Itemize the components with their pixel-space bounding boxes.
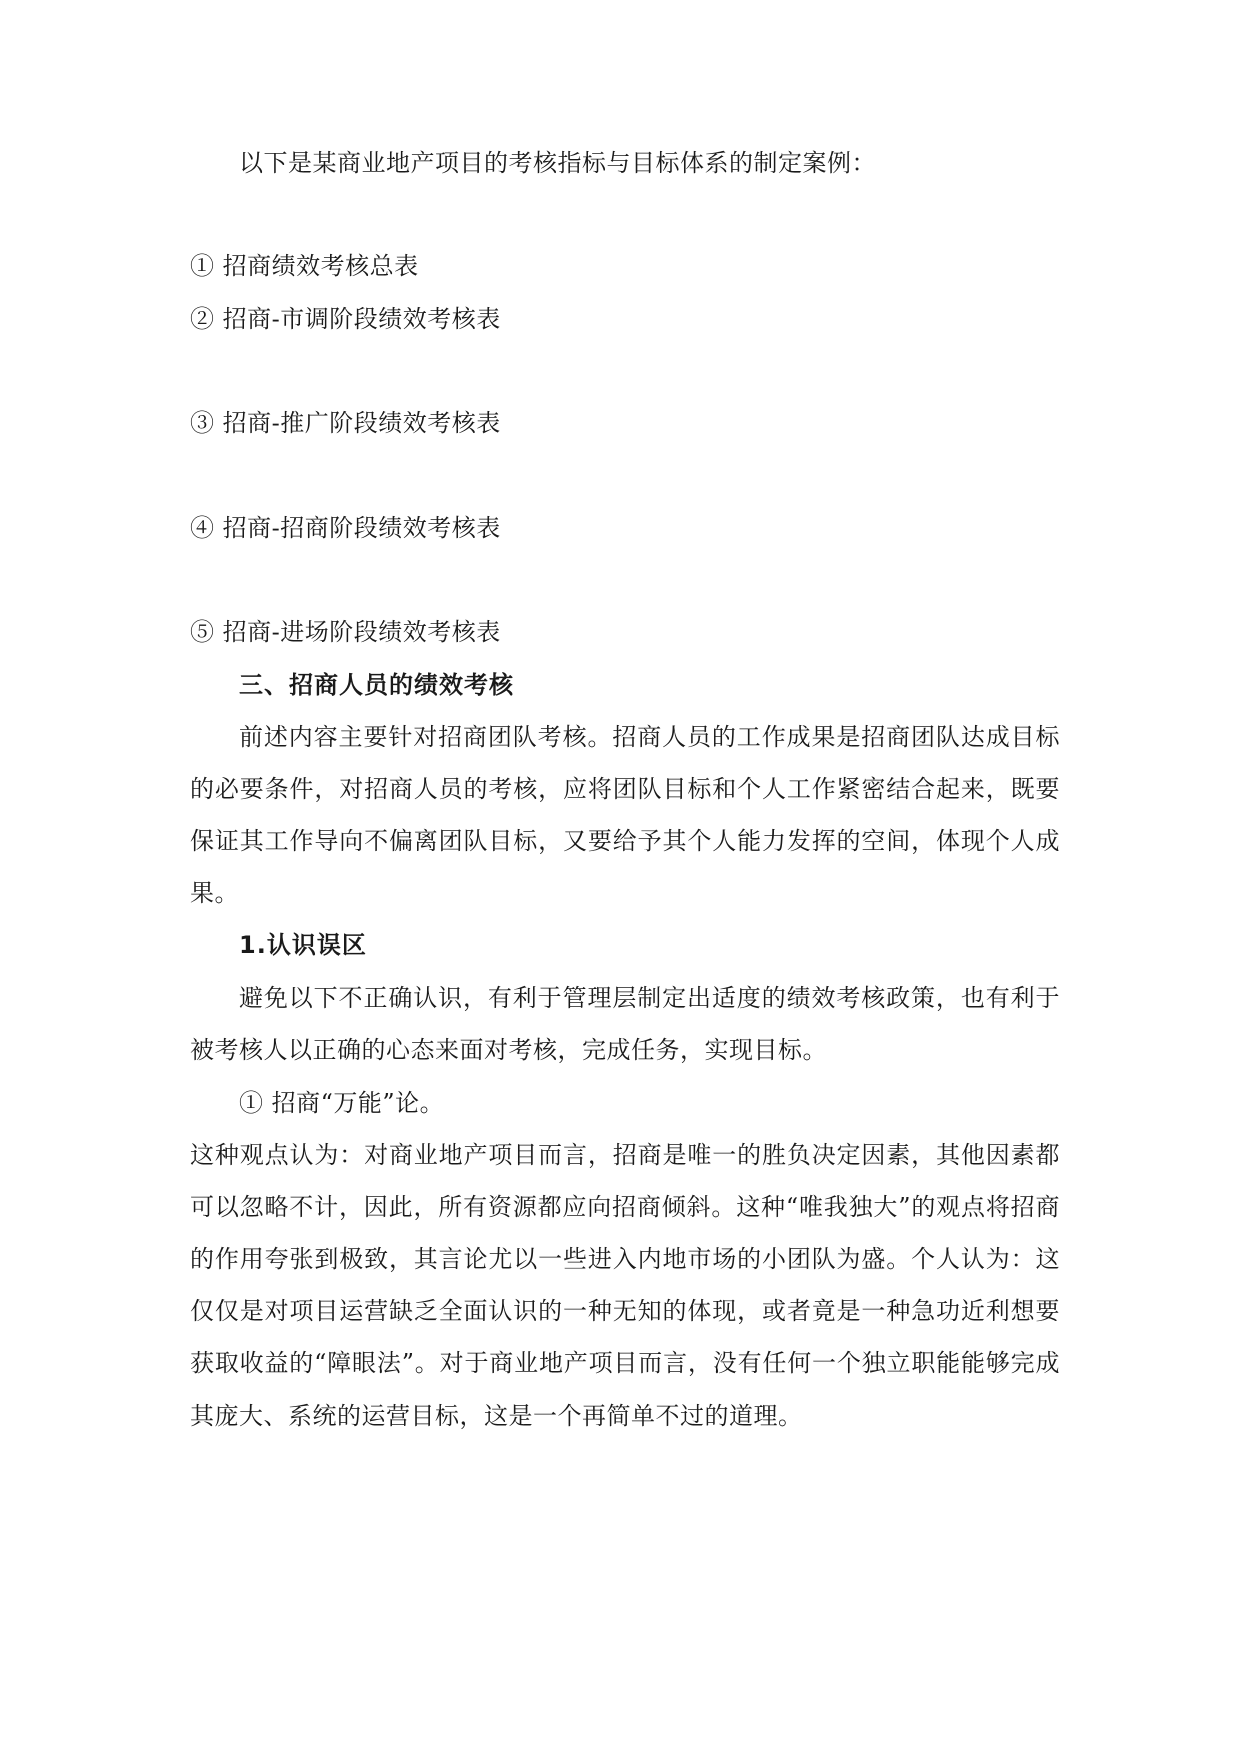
table-list-item-1: ① 招商绩效考核总表 [190, 252, 419, 280]
paragraph-line: 果。 [190, 879, 239, 907]
point-heading: ① 招商“万能”论。 [239, 1089, 445, 1117]
paragraph-line: 获取收益的“障眼法”。对于商业地产项目而言，没有任何一个独立职能能够完成 [190, 1349, 1060, 1377]
intro-text: 以下是某商业地产项目的考核指标与目标体系的制定案例： [239, 149, 876, 177]
paragraph-line: 可以忽略不计，因此，所有资源都应向招商倾斜。这种“唯我独大”的观点将招商 [190, 1193, 1060, 1221]
paragraph-line: 的必要条件，对招商人员的考核，应将团队目标和个人工作紧密结合起来，既要 [190, 775, 1060, 803]
paragraph-line: 其庞大、系统的运营目标，这是一个再简单不过的道理。 [190, 1402, 803, 1430]
table-list-item-5: ⑤ 招商-进场阶段绩效考核表 [190, 618, 501, 646]
table-list-item-2: ② 招商-市调阶段绩效考核表 [190, 305, 501, 333]
sub-heading: 1.认识误区 [239, 931, 367, 959]
paragraph-line: 仅仅是对项目运营缺乏全面认识的一种无知的体现，或者竟是一种急功近利想要 [190, 1297, 1060, 1325]
paragraph-line: 被考核人以正确的心态来面对考核，完成任务，实现目标。 [190, 1036, 827, 1064]
paragraph-line: 避免以下不正确认识，有利于管理层制定出适度的绩效考核政策，也有利于 [239, 984, 1060, 1012]
paragraph-line: 的作用夸张到极致，其言论尤以一些进入内地市场的小团队为盛。个人认为：这 [190, 1245, 1060, 1273]
table-list-item-4: ④ 招商-招商阶段绩效考核表 [190, 514, 501, 542]
paragraph-line: 保证其工作导向不偏离团队目标，又要给予其个人能力发挥的空间，体现个人成 [190, 827, 1060, 855]
section-heading: 三、招商人员的绩效考核 [239, 671, 514, 699]
paragraph-line: 这种观点认为：对商业地产项目而言，招商是唯一的胜负决定因素，其他因素都 [190, 1141, 1060, 1169]
paragraph-line: 前述内容主要针对招商团队考核。招商人员的工作成果是招商团队达成目标 [239, 723, 1060, 751]
table-list-item-3: ③ 招商-推广阶段绩效考核表 [190, 409, 501, 437]
